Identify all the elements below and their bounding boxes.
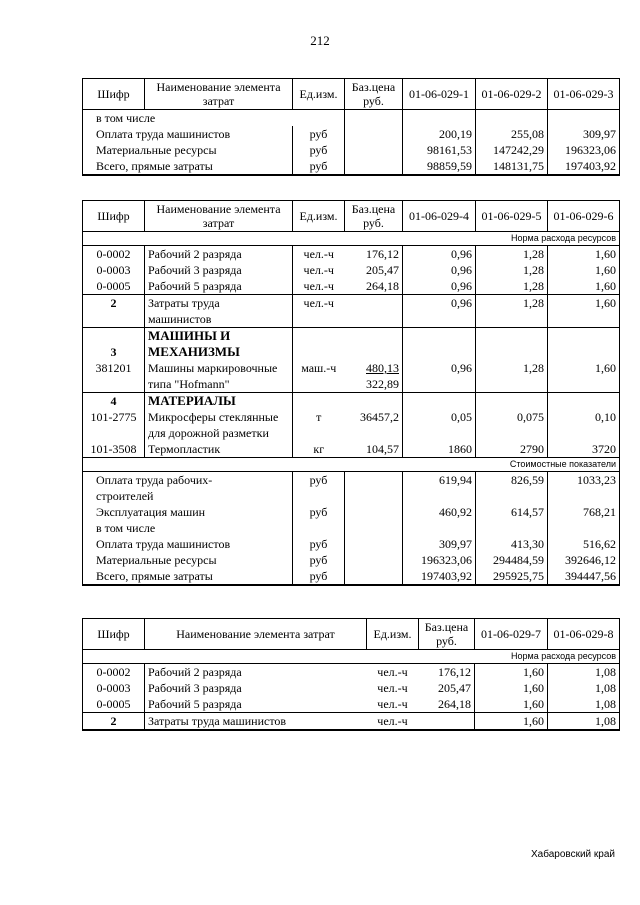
col-header-rate: 01-06-029-2 <box>476 79 548 110</box>
col-header-code: Шифр <box>83 619 145 650</box>
col-header-price: Баз.цена руб. <box>345 201 403 232</box>
row-unit: руб <box>293 142 345 158</box>
table-row <box>83 126 620 142</box>
col-header-rate: 01-06-029-7 <box>475 619 548 650</box>
table-row: 101-3508 Термопластик кг 104,57 1860 2790 3720 <box>83 441 620 458</box>
row-value: 98859,59 <box>403 158 476 175</box>
col-header-unit: Ед.изм. <box>367 619 419 650</box>
table-row <box>83 110 620 127</box>
col-header-price: Баз.цена руб. <box>345 79 403 110</box>
col-header-rate: 01-06-029-6 <box>548 201 620 232</box>
row-label: Всего, прямые затраты <box>83 158 293 175</box>
col-header-price: Баз.цена руб. <box>419 619 475 650</box>
row-value: 98161,53 <box>403 142 476 158</box>
table-header <box>83 619 620 650</box>
col-header-rate: 01-06-029-5 <box>476 201 548 232</box>
row-value: 200,19 <box>403 126 476 142</box>
table-1 <box>82 78 620 176</box>
table-row: в том числе <box>83 520 620 536</box>
col-header-rate: 01-06-029-8 <box>548 619 620 650</box>
col-header-code: Шифр <box>83 201 145 232</box>
row-value: 255,08 <box>476 126 548 142</box>
row-value: 147242,29 <box>476 142 548 158</box>
table-row: Эксплуатация машин руб 460,92 614,57 768,21 <box>83 504 620 520</box>
section-caption: Норма расхода ресурсов <box>83 650 620 664</box>
section-caption: Стоимостные показатели <box>83 458 620 472</box>
row-value: 197403,92 <box>548 158 620 175</box>
col-header-code: Шифр <box>83 79 145 110</box>
col-header-rate: 01-06-029-1 <box>403 79 476 110</box>
group-row: 3 МАШИНЫ И МЕХАНИЗМЫ <box>83 328 620 361</box>
row-value: 148131,75 <box>476 158 548 175</box>
table-row: 2 Затраты труда машинистов чел.-ч 1,60 1,08 <box>83 713 620 731</box>
table-row: Материальные ресурсы руб 196323,06 294484,59 392646,12 <box>83 552 620 568</box>
row-unit: руб <box>293 126 345 142</box>
table-row: 0-0003 Рабочий 3 разряда чел.-ч 205,47 0,96 1,28 1,60 <box>83 262 620 278</box>
row-label: Материальные ресурсы <box>83 142 293 158</box>
col-header-unit: Ед.изм. <box>293 201 345 232</box>
table-row: 0-0002 Рабочий 2 разряда чел.-ч 176,12 1,60 1,08 <box>83 664 620 681</box>
col-header-unit: Ед.изм. <box>293 79 345 110</box>
col-header-rate: 01-06-029-3 <box>548 79 620 110</box>
section-caption: Норма расхода ресурсов <box>83 232 620 246</box>
col-header-name: Наименование элемента затрат <box>145 79 293 110</box>
col-header-rate: 01-06-029-4 <box>403 201 476 232</box>
table-row: 2 Затраты труда машинистов чел.-ч 0,96 1,28 1,60 <box>83 295 620 328</box>
row-label: в том числе <box>83 110 345 127</box>
table-row <box>83 142 620 158</box>
table-3 <box>82 618 620 731</box>
table-header <box>83 79 620 110</box>
group-row: 4 МАТЕРИАЛЫ <box>83 393 620 410</box>
table-row: 0-0005 Рабочий 5 разряда чел.-ч 264,18 0,96 1,28 1,60 <box>83 278 620 295</box>
page-number: 212 <box>310 33 330 48</box>
table-header <box>83 201 620 232</box>
table-row: Всего, прямые затраты руб 197403,92 295925,75 394447,56 <box>83 568 620 585</box>
table-row: 0-0002 Рабочий 2 разряда чел.-ч 176,12 0,96 1,28 1,60 <box>83 246 620 263</box>
row-unit: руб <box>293 158 345 175</box>
table-row: 0-0005 Рабочий 5 разряда чел.-ч 264,18 1,60 1,08 <box>83 696 620 713</box>
footer-region: Хабаровский край <box>530 849 615 860</box>
table-row <box>83 158 620 175</box>
row-label: Оплата труда машинистов <box>83 126 293 142</box>
table-row: Оплата труда рабочих- строителей руб 619,94 826,59 1033,23 <box>83 472 620 505</box>
table-row: 0-0003 Рабочий 3 разряда чел.-ч 205,47 1,60 1,08 <box>83 680 620 696</box>
table-row: 101-2775 Микросферы стеклянные для дорожной разметки т 36457,2 0,05 0,075 0,10 <box>83 409 620 441</box>
table-2 <box>82 200 620 586</box>
col-header-name: Наименование элемента затрат <box>145 619 367 650</box>
row-value: 196323,06 <box>548 142 620 158</box>
row-value: 309,97 <box>548 126 620 142</box>
table-row: Оплата труда машинистов руб 309,97 413,30 516,62 <box>83 536 620 552</box>
col-header-name: Наименование элемента затрат <box>145 201 293 232</box>
table-row: 381201 Машины маркировочные типа "Hofmann" маш.-ч 480,13 322,89 0,96 1,28 1,60 <box>83 360 620 393</box>
